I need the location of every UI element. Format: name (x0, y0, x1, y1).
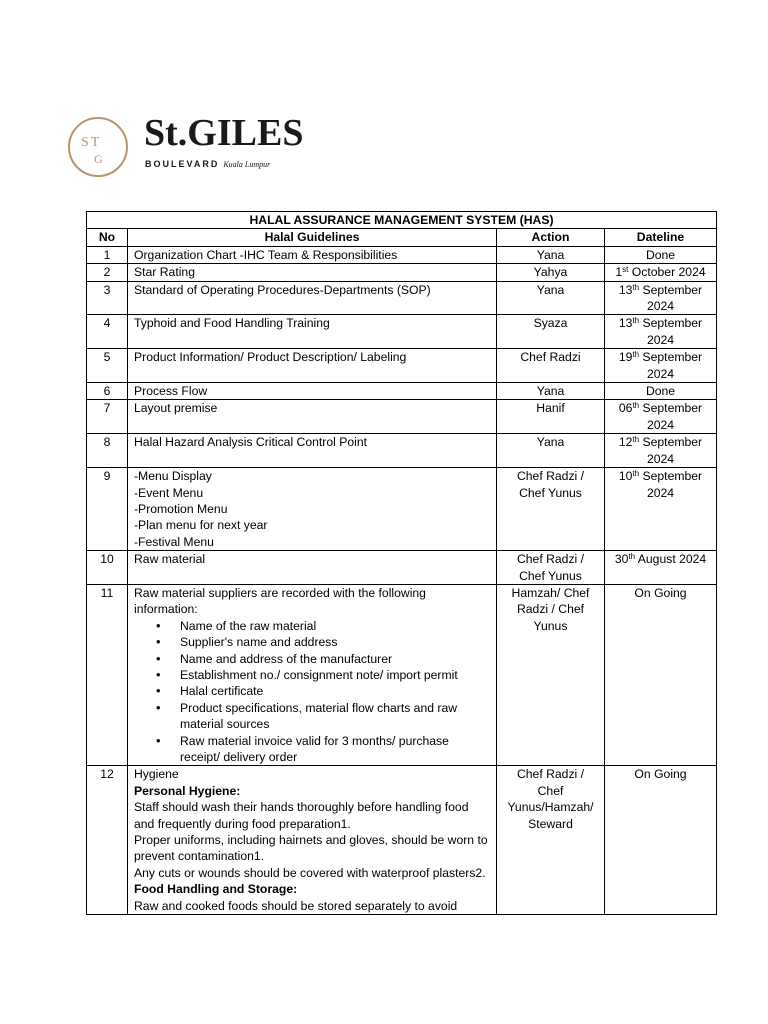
row-no: 8 (87, 434, 128, 468)
table-row (87, 246, 717, 263)
row-action: Hamzah/ Chef Radzi / Chef Yunus (497, 584, 605, 765)
supplier-info-list (134, 618, 490, 766)
list-item: • Name of the raw material (180, 618, 490, 634)
date-day: 19 (618, 350, 633, 365)
row-action: Chef Radzi / Chef Yunus (497, 551, 605, 585)
row-dateline (605, 468, 717, 551)
list-item: • Name and address of the manufacturer (180, 651, 490, 667)
date-rest: September 2024 (639, 469, 703, 500)
row-no: 5 (87, 349, 128, 383)
row-dateline: On Going (605, 584, 717, 765)
date-day: 13 (618, 316, 633, 331)
date-suffix: th (632, 469, 640, 479)
hygiene-line: Proper uniforms, including hairnets and gloves, should be worn to prevent contamination1. (134, 833, 488, 864)
row-guideline: Standard of Operating Procedures-Departments (SOP) (128, 281, 497, 315)
row-guideline: Halal Hazard Analysis Critical Control Point (128, 434, 497, 468)
row-action: Chef Radzi (497, 349, 605, 383)
date-suffix: st (622, 265, 629, 275)
row-guideline: Product Information/ Product Description/ Labeling (128, 349, 497, 383)
hygiene-line: Any cuts or wounds should be covered with waterproof plasters2. (134, 865, 486, 880)
logo (68, 112, 308, 181)
row-no: 4 (87, 315, 128, 349)
row-action: Hanif (497, 400, 605, 434)
guideline-line: -Promotion Menu (134, 501, 228, 516)
header-action: Action (497, 229, 605, 246)
date-rest: September 2024 (639, 316, 703, 347)
table-row (87, 584, 717, 765)
row-no: 9 (87, 468, 128, 551)
logo-name: St.GILES (144, 112, 304, 154)
date-day: 30 (614, 552, 629, 567)
row-dateline: On Going (605, 766, 717, 915)
row-no: 7 (87, 400, 128, 434)
date-suffix: th (632, 350, 640, 360)
row-action: Chef Radzi / Chef Yunus (497, 468, 605, 551)
row-dateline (605, 349, 717, 383)
table-title: HALAL ASSURANCE MANAGEMENT SYSTEM (HAS) (87, 212, 717, 229)
date-suffix: th (632, 435, 640, 445)
guideline-heading: Hygiene (134, 767, 179, 782)
row-no: 6 (87, 383, 128, 400)
list-item: • Raw material invoice valid for 3 months/ purchase receipt/ delivery order (180, 733, 490, 766)
logo-subtitle-text: BOULEVARD (145, 159, 220, 169)
row-dateline (605, 264, 717, 281)
row-dateline (605, 281, 717, 315)
table-row (87, 551, 717, 585)
date-rest: September 2024 (639, 435, 703, 466)
row-no: 12 (87, 766, 128, 915)
logo-monogram-circle (68, 117, 128, 177)
date-suffix: th (628, 552, 636, 562)
date-suffix: th (632, 401, 640, 411)
table-row (87, 400, 717, 434)
row-guideline: Organization Chart -IHC Team & Responsibilities (128, 246, 497, 263)
logo-monogram-bottom: G (94, 152, 103, 166)
section-title-food-handling: Food Handling and Storage: (134, 882, 298, 897)
row-action: Yahya (497, 264, 605, 281)
table-row (87, 349, 717, 383)
date-day: 12 (618, 435, 633, 450)
row-action: Yana (497, 383, 605, 400)
logo-subtitle (145, 159, 270, 169)
table-header-row (87, 229, 717, 246)
row-dateline: Done (605, 246, 717, 263)
row-guideline (128, 766, 497, 915)
row-guideline (128, 468, 497, 551)
list-item: • Product specifications, material flow charts and raw material sources (180, 700, 490, 733)
table-row (87, 281, 717, 315)
guideline-line: -Festival Menu (134, 534, 214, 549)
table-row (87, 434, 717, 468)
guideline-line: -Plan menu for next year (134, 518, 268, 533)
row-guideline: Layout premise (128, 400, 497, 434)
row-action: Yana (497, 246, 605, 263)
has-table (86, 211, 717, 915)
row-guideline (128, 584, 497, 765)
date-day: 06 (618, 401, 633, 416)
section-title-personal-hygiene: Personal Hygiene: (134, 783, 241, 798)
guideline-intro: Raw material suppliers are recorded with the following information: (134, 585, 426, 617)
list-item: • Supplier's name and address (180, 634, 490, 650)
table-row (87, 264, 717, 281)
table-row (87, 468, 717, 551)
row-no: 10 (87, 551, 128, 585)
row-action: Syaza (497, 315, 605, 349)
row-dateline (605, 400, 717, 434)
list-item: • Halal certificate (180, 683, 490, 699)
list-item: • Establishment no./ consignment note/ import permit (180, 667, 490, 683)
date-rest: September 2024 (639, 282, 703, 314)
table-row (87, 383, 717, 400)
guideline-line: -Event Menu (134, 485, 204, 500)
date-day: 1 (615, 265, 623, 280)
guideline-line: -Menu Display (134, 469, 212, 484)
row-no: 3 (87, 281, 128, 315)
header-dateline: Dateline (605, 229, 717, 246)
row-action: Chef Radzi / Chef Yunus/Hamzah/ Steward (497, 766, 605, 915)
date-rest: September 2024 (639, 350, 703, 381)
table-row (87, 766, 717, 915)
logo-monogram-top: ST (81, 135, 102, 150)
food-handling-line: Raw and cooked foods should be stored separately to avoid (134, 898, 458, 913)
row-dateline: Done (605, 383, 717, 400)
header-no: No (87, 229, 128, 246)
date-rest: August 2024 (635, 552, 707, 567)
date-rest: October 2024 (628, 265, 706, 280)
date-suffix: th (632, 282, 640, 292)
row-action: Yana (497, 434, 605, 468)
row-dateline (605, 551, 717, 585)
row-no: 2 (87, 264, 128, 281)
row-dateline (605, 434, 717, 468)
hygiene-line: Staff should wash their hands thoroughly before handling food and frequently during food preparation1. (134, 800, 469, 831)
table-row (87, 315, 717, 349)
date-day: 10 (618, 469, 633, 484)
row-guideline: Star Rating (128, 264, 497, 281)
table-title-row (87, 212, 717, 229)
date-rest: September 2024 (639, 401, 703, 432)
row-no: 1 (87, 246, 128, 263)
logo-subtitle-italic: Kuala Lumpur (223, 160, 271, 169)
row-guideline: Process Flow (128, 383, 497, 400)
row-guideline: Raw material (128, 551, 497, 585)
row-action: Yana (497, 281, 605, 315)
row-guideline: Typhoid and Food Handling Training (128, 315, 497, 349)
row-no: 11 (87, 584, 128, 765)
header-guidelines: Halal Guidelines (128, 229, 497, 246)
date-suffix: th (632, 316, 640, 326)
date-day: 13 (618, 282, 633, 297)
row-dateline (605, 315, 717, 349)
